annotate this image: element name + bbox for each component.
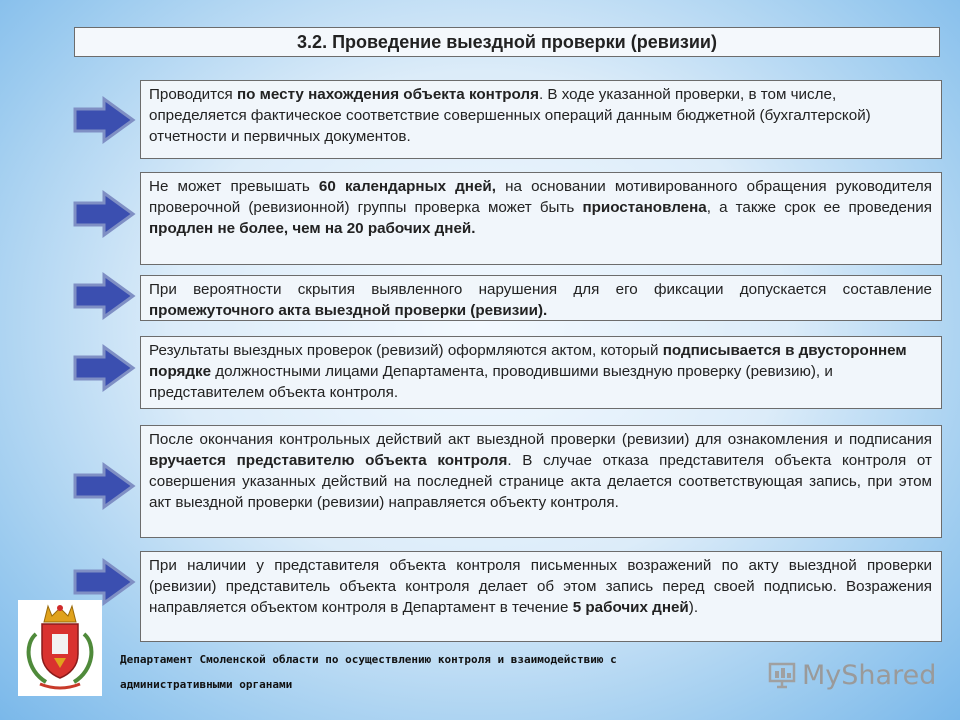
body-text: . В ходе указанной проверки, в том числе, определяется фактическое соответствие совершенных операций данным бюджетной (бухгалтерской) отчетности и первичных документов.: [149, 86, 871, 145]
body-text: на основании мотивированного обращения руководителя проверочной (ревизионной) группы проверка может быть: [149, 178, 932, 216]
arrow-right-icon: [72, 272, 136, 320]
slide-title: 3.2. Проведение выездной проверки (ревизии): [74, 27, 940, 57]
arrow-right-icon: [72, 344, 136, 392]
watermark: [768, 655, 936, 695]
emphasis-text: по месту нахождения объекта контроля: [237, 86, 539, 103]
body-text: , а также срок ее проведения: [706, 199, 932, 216]
body-text: При вероятности скрытия выявленного нарушения для его фиксации допускается составление: [149, 281, 932, 298]
arrow-right-icon: [72, 190, 136, 238]
body-text: должностными лицами Департамента, проводившими выездную проверку (ревизию), и представителем объекта контроля.: [149, 363, 833, 401]
emphasis-text: 5 рабочих дней: [572, 599, 689, 616]
body-text: . В случае отказа представителя объекта контроля от совершения указанных действий на последней странице акта делается соответствующая запись, при этом акт выездной проверки (ревизии) направляется объекту контроля.: [149, 452, 932, 511]
emphasis-text: промежуточного акта выездной проверки (ревизии).: [149, 302, 548, 319]
department-name-line1: Департамент Смоленской области по осуществлению контроля и взаимодействию с: [120, 653, 617, 666]
arrow-right-icon: [72, 462, 136, 510]
presentation-icon: [768, 661, 796, 689]
emphasis-text: продлен не более, чем на 20 рабочих дней.: [149, 220, 476, 237]
body-text: При наличии у представителя объекта контроля письменных возражений по акту выездной проверки (ревизии) представитель объекта контроля делает об этом запись перед своей подписью. Возражения направляется объектом контроля в Департамент в течение: [149, 557, 932, 616]
info-block: [140, 425, 942, 538]
department-name-line2: административными органами: [120, 678, 293, 691]
emphasis-text: вручается представителю объекта контроля: [149, 452, 508, 469]
info-block: [140, 275, 942, 321]
body-text: Результаты выездных проверок (ревизий) оформляются актом, который: [149, 342, 663, 359]
body-text: После окончания контрольных действий акт выездной проверки (ревизии) для ознакомления и подписания: [149, 431, 932, 448]
body-text: ).: [688, 599, 699, 616]
body-text: Проводится: [149, 86, 237, 103]
emphasis-text: приостановлена: [582, 199, 707, 216]
arrow-right-icon: [72, 558, 136, 606]
info-block: [140, 551, 942, 642]
arrow-right-icon: [72, 96, 136, 144]
body-text: Не может превышать: [149, 178, 319, 195]
emphasis-text: подписывается в двустороннем порядке: [149, 342, 907, 380]
emphasis-text: 60 календарных дней,: [318, 178, 496, 195]
info-block: [140, 336, 942, 409]
info-block: [140, 80, 942, 159]
info-block: [140, 172, 942, 265]
coat-of-arms-emblem: [18, 600, 102, 696]
watermark-text: MyShared: [802, 659, 937, 691]
